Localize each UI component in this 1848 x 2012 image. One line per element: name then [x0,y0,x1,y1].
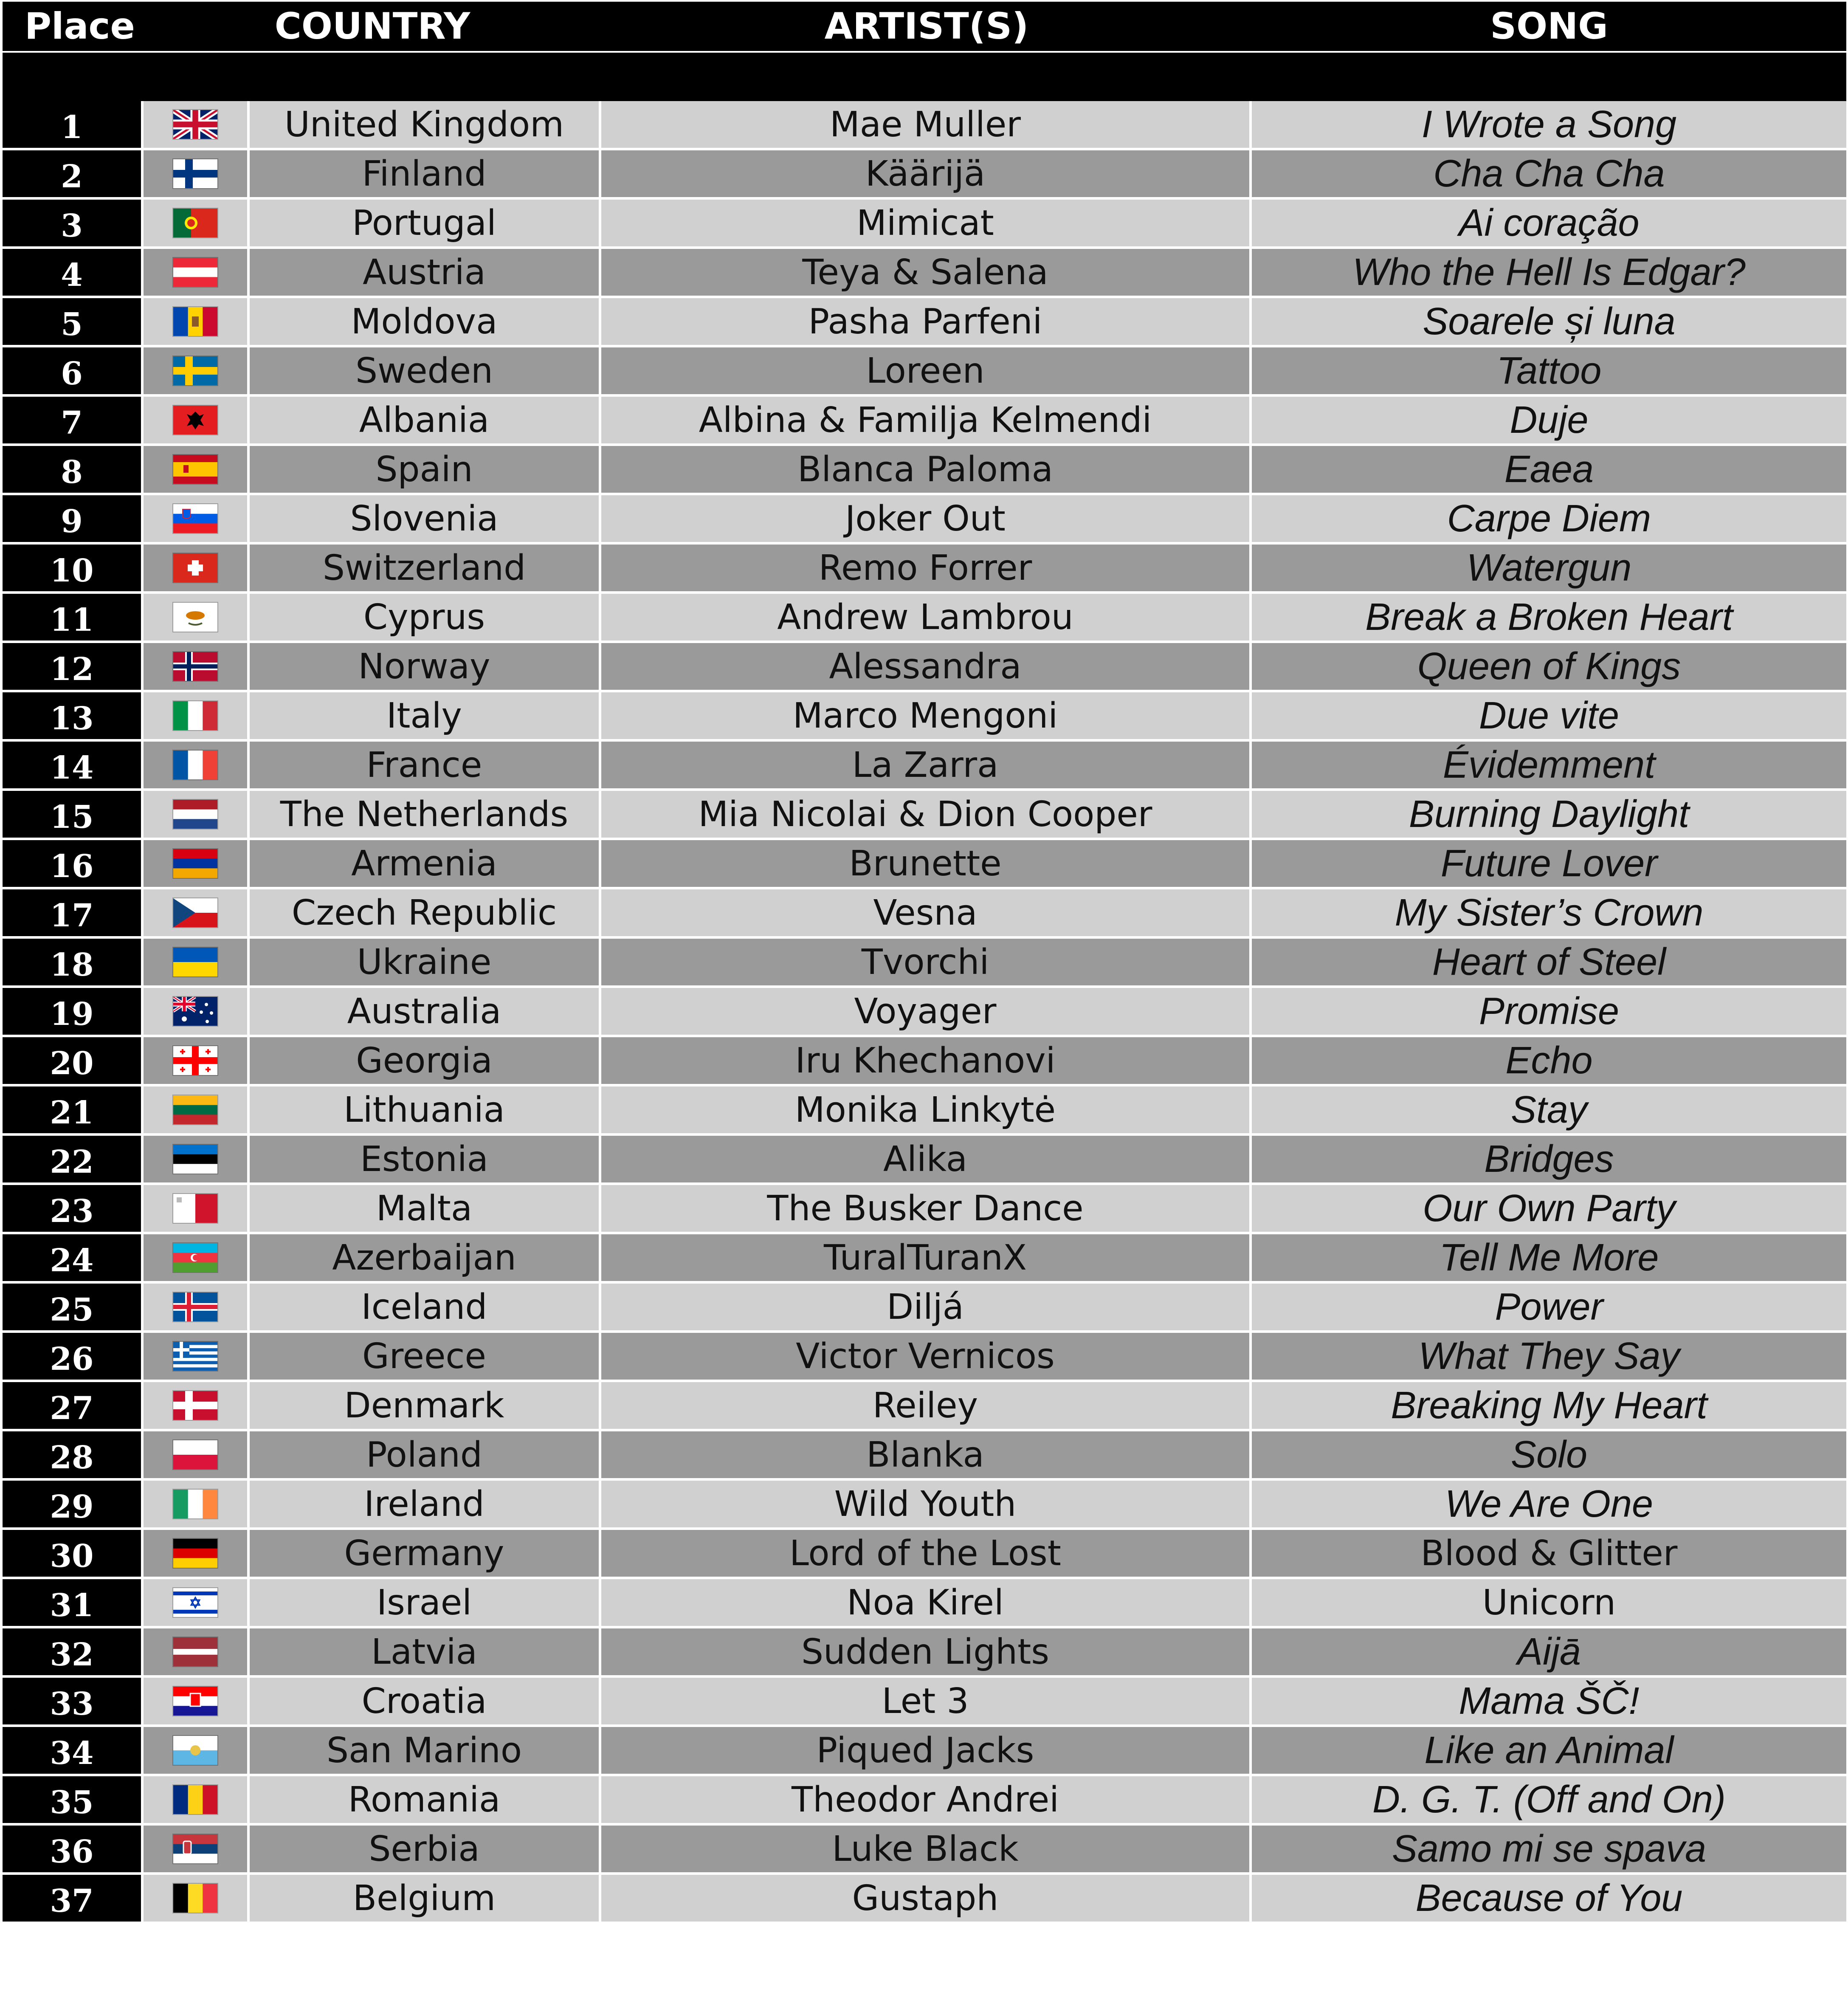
artist-cell: Mae Muller [601,101,1252,150]
song-cell: Mama ŠČ! [1252,1678,1846,1727]
table-row [3,298,1846,347]
table-row [3,742,1846,791]
flag-cell [144,298,250,347]
md-flag-icon [173,307,217,336]
song-cell: Blood & Glitter [1252,1530,1846,1579]
place-cell: 29 [3,1481,144,1530]
country-cell: Greece [250,1333,601,1382]
place-cell: 34 [3,1727,144,1776]
artist-cell: Noa Kirel [601,1579,1252,1628]
artist-cell: Mimicat [601,200,1252,249]
gb-flag-icon [173,110,217,139]
song-cell: Heart of Steel [1252,939,1846,988]
artist-cell: Blanka [601,1431,1252,1481]
place-cell: 15 [3,791,144,840]
song-cell: Watergun [1252,545,1846,594]
flag-cell [144,495,250,545]
fr-flag-icon [173,751,217,779]
country-cell: United Kingdom [250,101,601,150]
artist-cell: TuralTuranX [601,1234,1252,1284]
place-cell: 32 [3,1628,144,1678]
table-row [3,347,1846,397]
is-flag-icon [173,1292,217,1321]
header-song: SONG [1490,5,1608,48]
country-cell: Spain [250,446,601,495]
cy-flag-icon [173,603,217,632]
flag-cell [144,347,250,397]
table-row [3,1037,1846,1086]
table-row [3,397,1846,446]
artist-cell: Teya & Salena [601,249,1252,298]
song-cell: Breaking My Heart [1252,1382,1846,1431]
place-cell: 7 [3,397,144,446]
flag-cell [144,446,250,495]
table-row [3,101,1846,150]
song-cell: Who the Hell Is Edgar? [1252,249,1846,298]
place-cell: 8 [3,446,144,495]
country-cell: Croatia [250,1678,601,1727]
country-cell: Ukraine [250,939,601,988]
place-cell: 37 [3,1875,144,1924]
country-cell: Ireland [250,1481,601,1530]
ch-flag-icon [173,553,217,582]
artist-cell: Diljá [601,1284,1252,1333]
si-flag-icon [173,504,217,533]
song-cell: Power [1252,1284,1846,1333]
country-cell: Austria [250,249,601,298]
artist-cell: Voyager [601,988,1252,1037]
country-cell: Serbia [250,1826,601,1875]
song-cell: D. G. T. (Off and On) [1252,1776,1846,1826]
country-cell: Cyprus [250,594,601,643]
country-cell: Sweden [250,347,601,397]
ua-flag-icon [173,948,217,976]
country-cell: Belgium [250,1875,601,1924]
table-row [3,446,1846,495]
header-band [3,51,1846,101]
artist-cell: Theodor Andrei [601,1776,1252,1826]
song-cell: Like an Animal [1252,1727,1846,1776]
ie-flag-icon [173,1490,217,1518]
flag-cell [144,150,250,200]
place-cell: 24 [3,1234,144,1284]
artist-cell: Käärijä [601,150,1252,200]
place-cell: 4 [3,249,144,298]
country-cell: Portugal [250,200,601,249]
song-cell: Carpe Diem [1252,495,1846,545]
country-cell: Australia [250,988,601,1037]
flag-cell [144,1530,250,1579]
place-cell: 27 [3,1382,144,1431]
song-cell: Because of You [1252,1875,1846,1924]
flag-cell [144,1579,250,1628]
flag-cell [144,1333,250,1382]
country-cell: Armenia [250,840,601,889]
flag-cell [144,1481,250,1530]
table-row [3,1530,1846,1579]
az-flag-icon [173,1243,217,1272]
song-cell: Ai coração [1252,200,1846,249]
song-cell: Tattoo [1252,347,1846,397]
artist-cell: Monika Linkytė [601,1086,1252,1136]
place-cell: 17 [3,889,144,939]
table-row [3,545,1846,594]
header-country: COUNTRY [274,5,470,48]
place-cell: 36 [3,1826,144,1875]
artist-cell: Loreen [601,347,1252,397]
artist-cell: Alika [601,1136,1252,1185]
country-cell: Czech Republic [250,889,601,939]
artist-cell: Wild Youth [601,1481,1252,1530]
flag-cell [144,1086,250,1136]
song-cell: Cha Cha Cha [1252,150,1846,200]
header-place: Place [25,5,135,48]
table-row [3,643,1846,692]
gr-flag-icon [173,1342,217,1371]
flag-cell [144,200,250,249]
table-row [3,1727,1846,1776]
lv-flag-icon [173,1637,217,1666]
country-cell: Italy [250,692,601,742]
artist-cell: Marco Mengoni [601,692,1252,742]
artist-cell: Andrew Lambrou [601,594,1252,643]
place-cell: 5 [3,298,144,347]
table-row [3,1333,1846,1382]
artist-cell: Luke Black [601,1826,1252,1875]
artist-cell: Reiley [601,1382,1252,1431]
table-row [3,1481,1846,1530]
table-row [3,988,1846,1037]
place-cell: 16 [3,840,144,889]
artist-cell: Victor Vernicos [601,1333,1252,1382]
song-cell: Soarele și luna [1252,298,1846,347]
flag-cell [144,1431,250,1481]
country-cell: Lithuania [250,1086,601,1136]
table-row [3,150,1846,200]
table-row [3,495,1846,545]
ee-flag-icon [173,1145,217,1174]
place-cell: 19 [3,988,144,1037]
place-cell: 6 [3,347,144,397]
se-flag-icon [173,356,217,385]
song-cell: I Wrote a Song [1252,101,1846,150]
place-cell: 14 [3,742,144,791]
song-cell: Burning Daylight [1252,791,1846,840]
song-cell: Bridges [1252,1136,1846,1185]
ro-flag-icon [173,1785,217,1814]
table-row [3,1431,1846,1481]
place-cell: 23 [3,1185,144,1234]
song-cell: Tell Me More [1252,1234,1846,1284]
song-cell: Promise [1252,988,1846,1037]
flag-cell [144,692,250,742]
table-row [3,1086,1846,1136]
artist-cell: La Zarra [601,742,1252,791]
country-cell: Moldova [250,298,601,347]
header-row [3,2,1846,51]
artist-cell: Joker Out [601,495,1252,545]
song-cell: Eaea [1252,446,1846,495]
place-cell: 35 [3,1776,144,1826]
song-cell: Solo [1252,1431,1846,1481]
artist-cell: Iru Khechanovi [601,1037,1252,1086]
artist-cell: Remo Forrer [601,545,1252,594]
no-flag-icon [173,652,217,681]
flag-cell [144,397,250,446]
place-cell: 12 [3,643,144,692]
sm-flag-icon [173,1736,217,1765]
country-cell: Albania [250,397,601,446]
country-cell: France [250,742,601,791]
place-cell: 11 [3,594,144,643]
hr-flag-icon [173,1687,217,1716]
country-cell: Azerbaijan [250,1234,601,1284]
table-row [3,692,1846,742]
country-cell: San Marino [250,1727,601,1776]
song-cell: Our Own Party [1252,1185,1846,1234]
country-cell: Latvia [250,1628,601,1678]
artist-cell: The Busker Dance [601,1185,1252,1234]
place-cell: 26 [3,1333,144,1382]
place-cell: 33 [3,1678,144,1727]
artist-cell: Mia Nicolai & Dion Cooper [601,791,1252,840]
artist-cell: Blanca Paloma [601,446,1252,495]
flag-cell [144,1628,250,1678]
place-cell: 21 [3,1086,144,1136]
table-row [3,1284,1846,1333]
be-flag-icon [173,1884,217,1913]
ranking-table [3,2,1846,1924]
pt-flag-icon [173,209,217,237]
place-cell: 2 [3,150,144,200]
flag-cell [144,1678,250,1727]
flag-cell [144,742,250,791]
table-row [3,840,1846,889]
table-row [3,1185,1846,1234]
song-cell: Due vite [1252,692,1846,742]
table-body [3,101,1846,1924]
place-cell: 13 [3,692,144,742]
place-cell: 22 [3,1136,144,1185]
flag-cell [144,594,250,643]
flag-cell [144,545,250,594]
flag-cell [144,791,250,840]
flag-cell [144,939,250,988]
flag-cell [144,1284,250,1333]
table-row [3,1776,1846,1826]
artist-cell: Gustaph [601,1875,1252,1924]
flag-cell [144,1727,250,1776]
artist-cell: Alessandra [601,643,1252,692]
country-cell: Finland [250,150,601,200]
country-cell: Switzerland [250,545,601,594]
flag-cell [144,840,250,889]
table-row [3,939,1846,988]
place-cell: 30 [3,1530,144,1579]
flag-cell [144,643,250,692]
artist-cell: Lord of the Lost [601,1530,1252,1579]
flag-cell [144,1875,250,1924]
cz-flag-icon [173,898,217,927]
artist-cell: Tvorchi [601,939,1252,988]
flag-cell [144,1776,250,1826]
flag-cell [144,889,250,939]
flag-cell [144,249,250,298]
lt-flag-icon [173,1095,217,1124]
es-flag-icon [173,455,217,484]
artist-cell: Pasha Parfeni [601,298,1252,347]
artist-cell: Vesna [601,889,1252,939]
place-cell: 1 [3,101,144,150]
country-cell: Israel [250,1579,601,1628]
il-flag-icon [173,1588,217,1617]
flag-cell [144,1037,250,1086]
it-flag-icon [173,701,217,730]
place-cell: 18 [3,939,144,988]
table-row [3,1136,1846,1185]
flag-cell [144,101,250,150]
table-row [3,1628,1846,1678]
song-cell: Stay [1252,1086,1846,1136]
am-flag-icon [173,849,217,878]
flag-cell [144,1382,250,1431]
flag-cell [144,988,250,1037]
place-cell: 31 [3,1579,144,1628]
country-cell: Denmark [250,1382,601,1431]
at-flag-icon [173,258,217,287]
table-row [3,1382,1846,1431]
song-cell: Aijā [1252,1628,1846,1678]
song-cell: Unicorn [1252,1579,1846,1628]
song-cell: Duje [1252,397,1846,446]
artist-cell: Albina & Familja Kelmendi [601,397,1252,446]
fi-flag-icon [173,159,217,188]
song-cell: Break a Broken Heart [1252,594,1846,643]
song-cell: My Sister’s Crown [1252,889,1846,939]
country-cell: Norway [250,643,601,692]
song-cell: Queen of Kings [1252,643,1846,692]
header-artist: ARTIST(S) [824,5,1029,48]
de-flag-icon [173,1539,217,1568]
table-row [3,1678,1846,1727]
table-row [3,889,1846,939]
song-cell: We Are One [1252,1481,1846,1530]
country-cell: Romania [250,1776,601,1826]
mt-flag-icon [173,1194,217,1223]
country-cell: Georgia [250,1037,601,1086]
country-cell: Slovenia [250,495,601,545]
country-cell: Estonia [250,1136,601,1185]
place-cell: 28 [3,1431,144,1481]
place-cell: 25 [3,1284,144,1333]
artist-cell: Brunette [601,840,1252,889]
country-cell: Poland [250,1431,601,1481]
table-row [3,1826,1846,1875]
flag-cell [144,1826,250,1875]
flag-cell [144,1234,250,1284]
flag-cell [144,1185,250,1234]
flag-cell [144,1136,250,1185]
table-row [3,791,1846,840]
nl-flag-icon [173,800,217,829]
place-cell: 9 [3,495,144,545]
table-row [3,249,1846,298]
country-cell: Malta [250,1185,601,1234]
table-row [3,1234,1846,1284]
song-cell: Évidemment [1252,742,1846,791]
song-cell: Future Lover [1252,840,1846,889]
au-flag-icon [173,997,217,1026]
place-cell: 10 [3,545,144,594]
song-cell: What They Say [1252,1333,1846,1382]
table-row [3,1579,1846,1628]
song-cell: Echo [1252,1037,1846,1086]
artist-cell: Piqued Jacks [601,1727,1252,1776]
pl-flag-icon [173,1440,217,1469]
country-cell: Germany [250,1530,601,1579]
table-row [3,200,1846,249]
ge-flag-icon [173,1046,217,1075]
place-cell: 3 [3,200,144,249]
song-cell: Samo mi se spava [1252,1826,1846,1875]
table-row [3,594,1846,643]
dk-flag-icon [173,1391,217,1420]
table-row [3,1875,1846,1924]
country-cell: Iceland [250,1284,601,1333]
country-cell: The Netherlands [250,791,601,840]
al-flag-icon [173,406,217,435]
artist-cell: Sudden Lights [601,1628,1252,1678]
rs-flag-icon [173,1834,217,1863]
place-cell: 20 [3,1037,144,1086]
artist-cell: Let 3 [601,1678,1252,1727]
